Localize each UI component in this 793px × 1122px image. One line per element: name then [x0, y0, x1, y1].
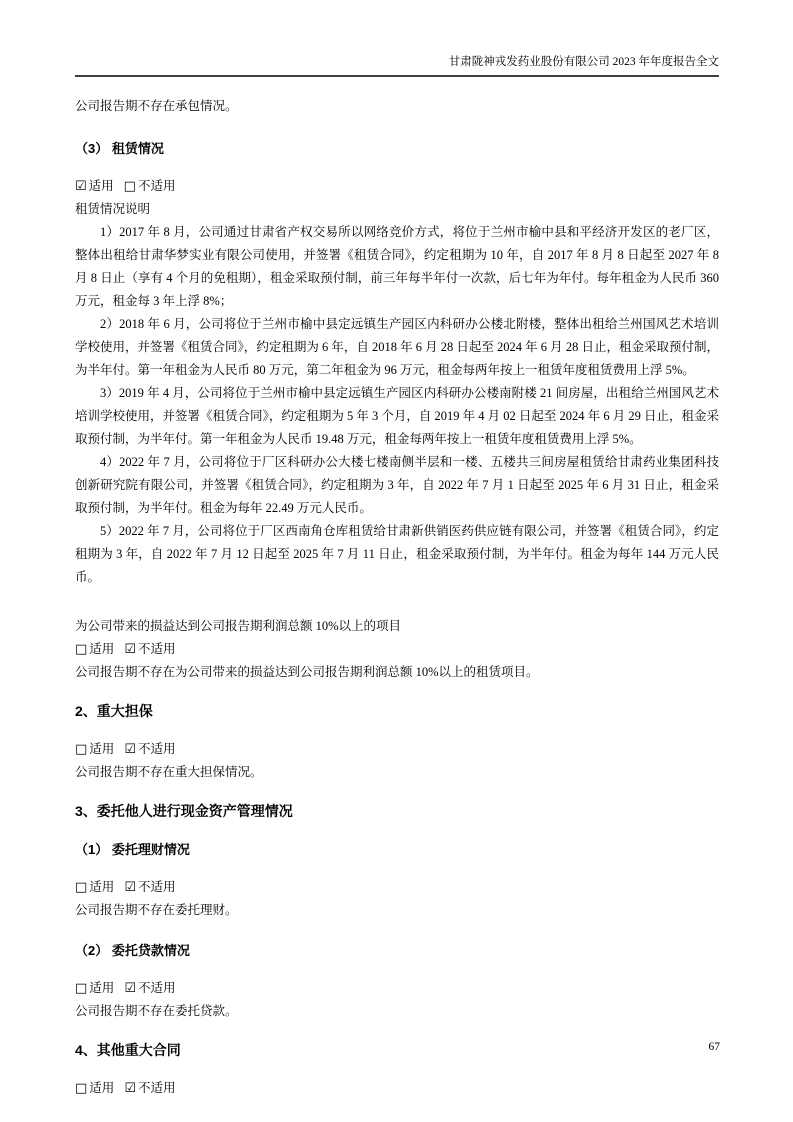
applicable-label: 适用 [88, 179, 114, 193]
not-applicable-label: 不适用 [137, 1081, 176, 1095]
applicability-row-guarantee [75, 738, 719, 761]
applicability-row-lease [75, 175, 719, 198]
applicable-label: 适用 [89, 1081, 115, 1095]
applicability-row-profit [75, 638, 719, 661]
checkbox-applicable-icon: □ [75, 1081, 88, 1096]
page-number: 67 [708, 1041, 720, 1053]
applicable-label: 适用 [89, 642, 115, 656]
profit-absence-statement: 公司报告期不存在为公司带来的损益达到公司报告期利润总额 10%以上的租赁项目。 [75, 665, 539, 679]
lease-paragraph-5: 5）2022 年 7 月，公司将位于厂区西南角仓库租赁给甘肃新供销医药供应链有限公司，并签署《租赁合同》，约定租期为 3 年，自 2022 年 7 月 12 日起至 2025 年 7 月 11 日止，租金采取预付制，为半年付。租金为每年 144 万元人民币。 [75, 524, 719, 584]
checkbox-applicable-icon: □ [75, 981, 88, 996]
loan-absence-statement: 公司报告期不存在委托贷款。 [75, 1004, 238, 1018]
applicability-row-wealth [75, 876, 719, 899]
lease-section-heading: （3） 租赁情况 [75, 141, 164, 156]
not-applicable-label: 不适用 [137, 880, 176, 894]
checkbox-not-applicable-icon: ☑ [124, 880, 136, 895]
checkbox-not-applicable-icon: ☑ [124, 642, 136, 657]
wealth-absence-statement: 公司报告期不存在委托理财。 [75, 903, 238, 917]
not-applicable-label: 不适用 [137, 642, 176, 656]
checkbox-applicable-icon: □ [75, 642, 88, 657]
entrust-section-heading: 3、委托他人进行现金资产管理情况 [75, 803, 293, 819]
lease-paragraph-2: 2）2018 年 6 月，公司将位于兰州市榆中县定远镇生产园区内科研办公楼北附楼，整体出租给兰州国风艺术培训学校使用，并签署《租赁合同》，约定租期为 6 年，自 2018 年 6 月 28 日起至 2024 年 6 月 28 日止，租金采取预付制，为半年付。第一年租金为人民币 80 万元，第二年租金为 96 万元，租金每两年按上一租赁年度租赁费用上浮 5%。 [75, 317, 719, 377]
checkbox-not-applicable-icon: ☑ [124, 1081, 136, 1096]
applicability-row-loan [75, 977, 719, 1000]
checkbox-not-applicable-icon: ☑ [124, 742, 136, 757]
applicable-label: 适用 [89, 981, 115, 995]
wealth-management-heading: （1） 委托理财情况 [75, 842, 190, 857]
applicable-label: 适用 [89, 742, 115, 756]
checkbox-not-applicable-icon: ☑ [124, 981, 136, 996]
lease-note-title: 租赁情况说明 [75, 202, 151, 216]
loan-heading: （2） 委托贷款情况 [75, 943, 190, 958]
not-applicable-label: 不适用 [137, 179, 176, 193]
lease-paragraph-1: 1）2017 年 8 月，公司通过甘肃省产权交易所以网络竞价方式，将位于兰州市榆中县和平经济开发区的老厂区，整体出租给甘肃华梦实业有限公司使用，并签署《租赁合同》，约定租期为 10 年，自 2017 年 8 月 8 日起至 2027 年 8 月 8 日止（享有 4 个月的免租期），租金采取预付制，前三年每半年付一次款，后七年为年付。每年租金为人民币 360 万元，租金每 3 年上浮 8%； [75, 225, 719, 308]
report-header [75, 54, 719, 77]
guarantee-section-heading: 2、重大担保 [75, 703, 153, 719]
guarantee-absence-statement: 公司报告期不存在重大担保情况。 [75, 765, 263, 779]
checkbox-not-applicable-icon: □ [123, 179, 136, 194]
contract-absence-statement: 公司报告期不存在承包情况。 [75, 99, 238, 113]
report-header-title: 甘肃陇神戎发药业股份有限公司 2023 年年度报告全文 [448, 56, 719, 68]
page-content [75, 79, 719, 1100]
checkbox-applicable-icon: ☑ [75, 179, 87, 194]
profit-items-title: 为公司带来的损益达到公司报告期利润总额 10%以上的项目 [75, 619, 402, 633]
lease-paragraph-4: 4）2022 年 7 月，公司将位于厂区科研办公大楼七楼南侧半层和一楼、五楼共三间房屋租赁给甘肃药业集团科技创新研究院有限公司，并签署《租赁合同》，约定租期为 3 年，自 2022 年 7 月 1 日起至 2025 年 6 月 31 日止，租金采取预付制，为半年付。租金为每年 22.49 万元人民币。 [75, 455, 719, 515]
checkbox-applicable-icon: □ [75, 742, 88, 757]
not-applicable-label: 不适用 [137, 981, 176, 995]
applicable-label: 适用 [89, 880, 115, 894]
not-applicable-label: 不适用 [137, 742, 176, 756]
applicability-row-other [75, 1077, 719, 1100]
checkbox-applicable-icon: □ [75, 880, 88, 895]
lease-paragraph-3: 3）2019 年 4 月，公司将位于兰州市榆中县定远镇生产园区内科研办公楼南附楼 21 间房屋，出租给兰州国风艺术培训学校使用，并签署《租赁合同》，约定租期为 5 年 3 个月，自 2019 年 4 月 02 日起至 2024 年 6 月 29 日止，租金采取预付制，为半年付。第一年租金为人民币 19.48 万元，租金每两年按上一租赁年度租赁费用上浮 5%。 [75, 386, 719, 446]
other-contracts-heading: 4、其他重大合同 [75, 1042, 181, 1058]
